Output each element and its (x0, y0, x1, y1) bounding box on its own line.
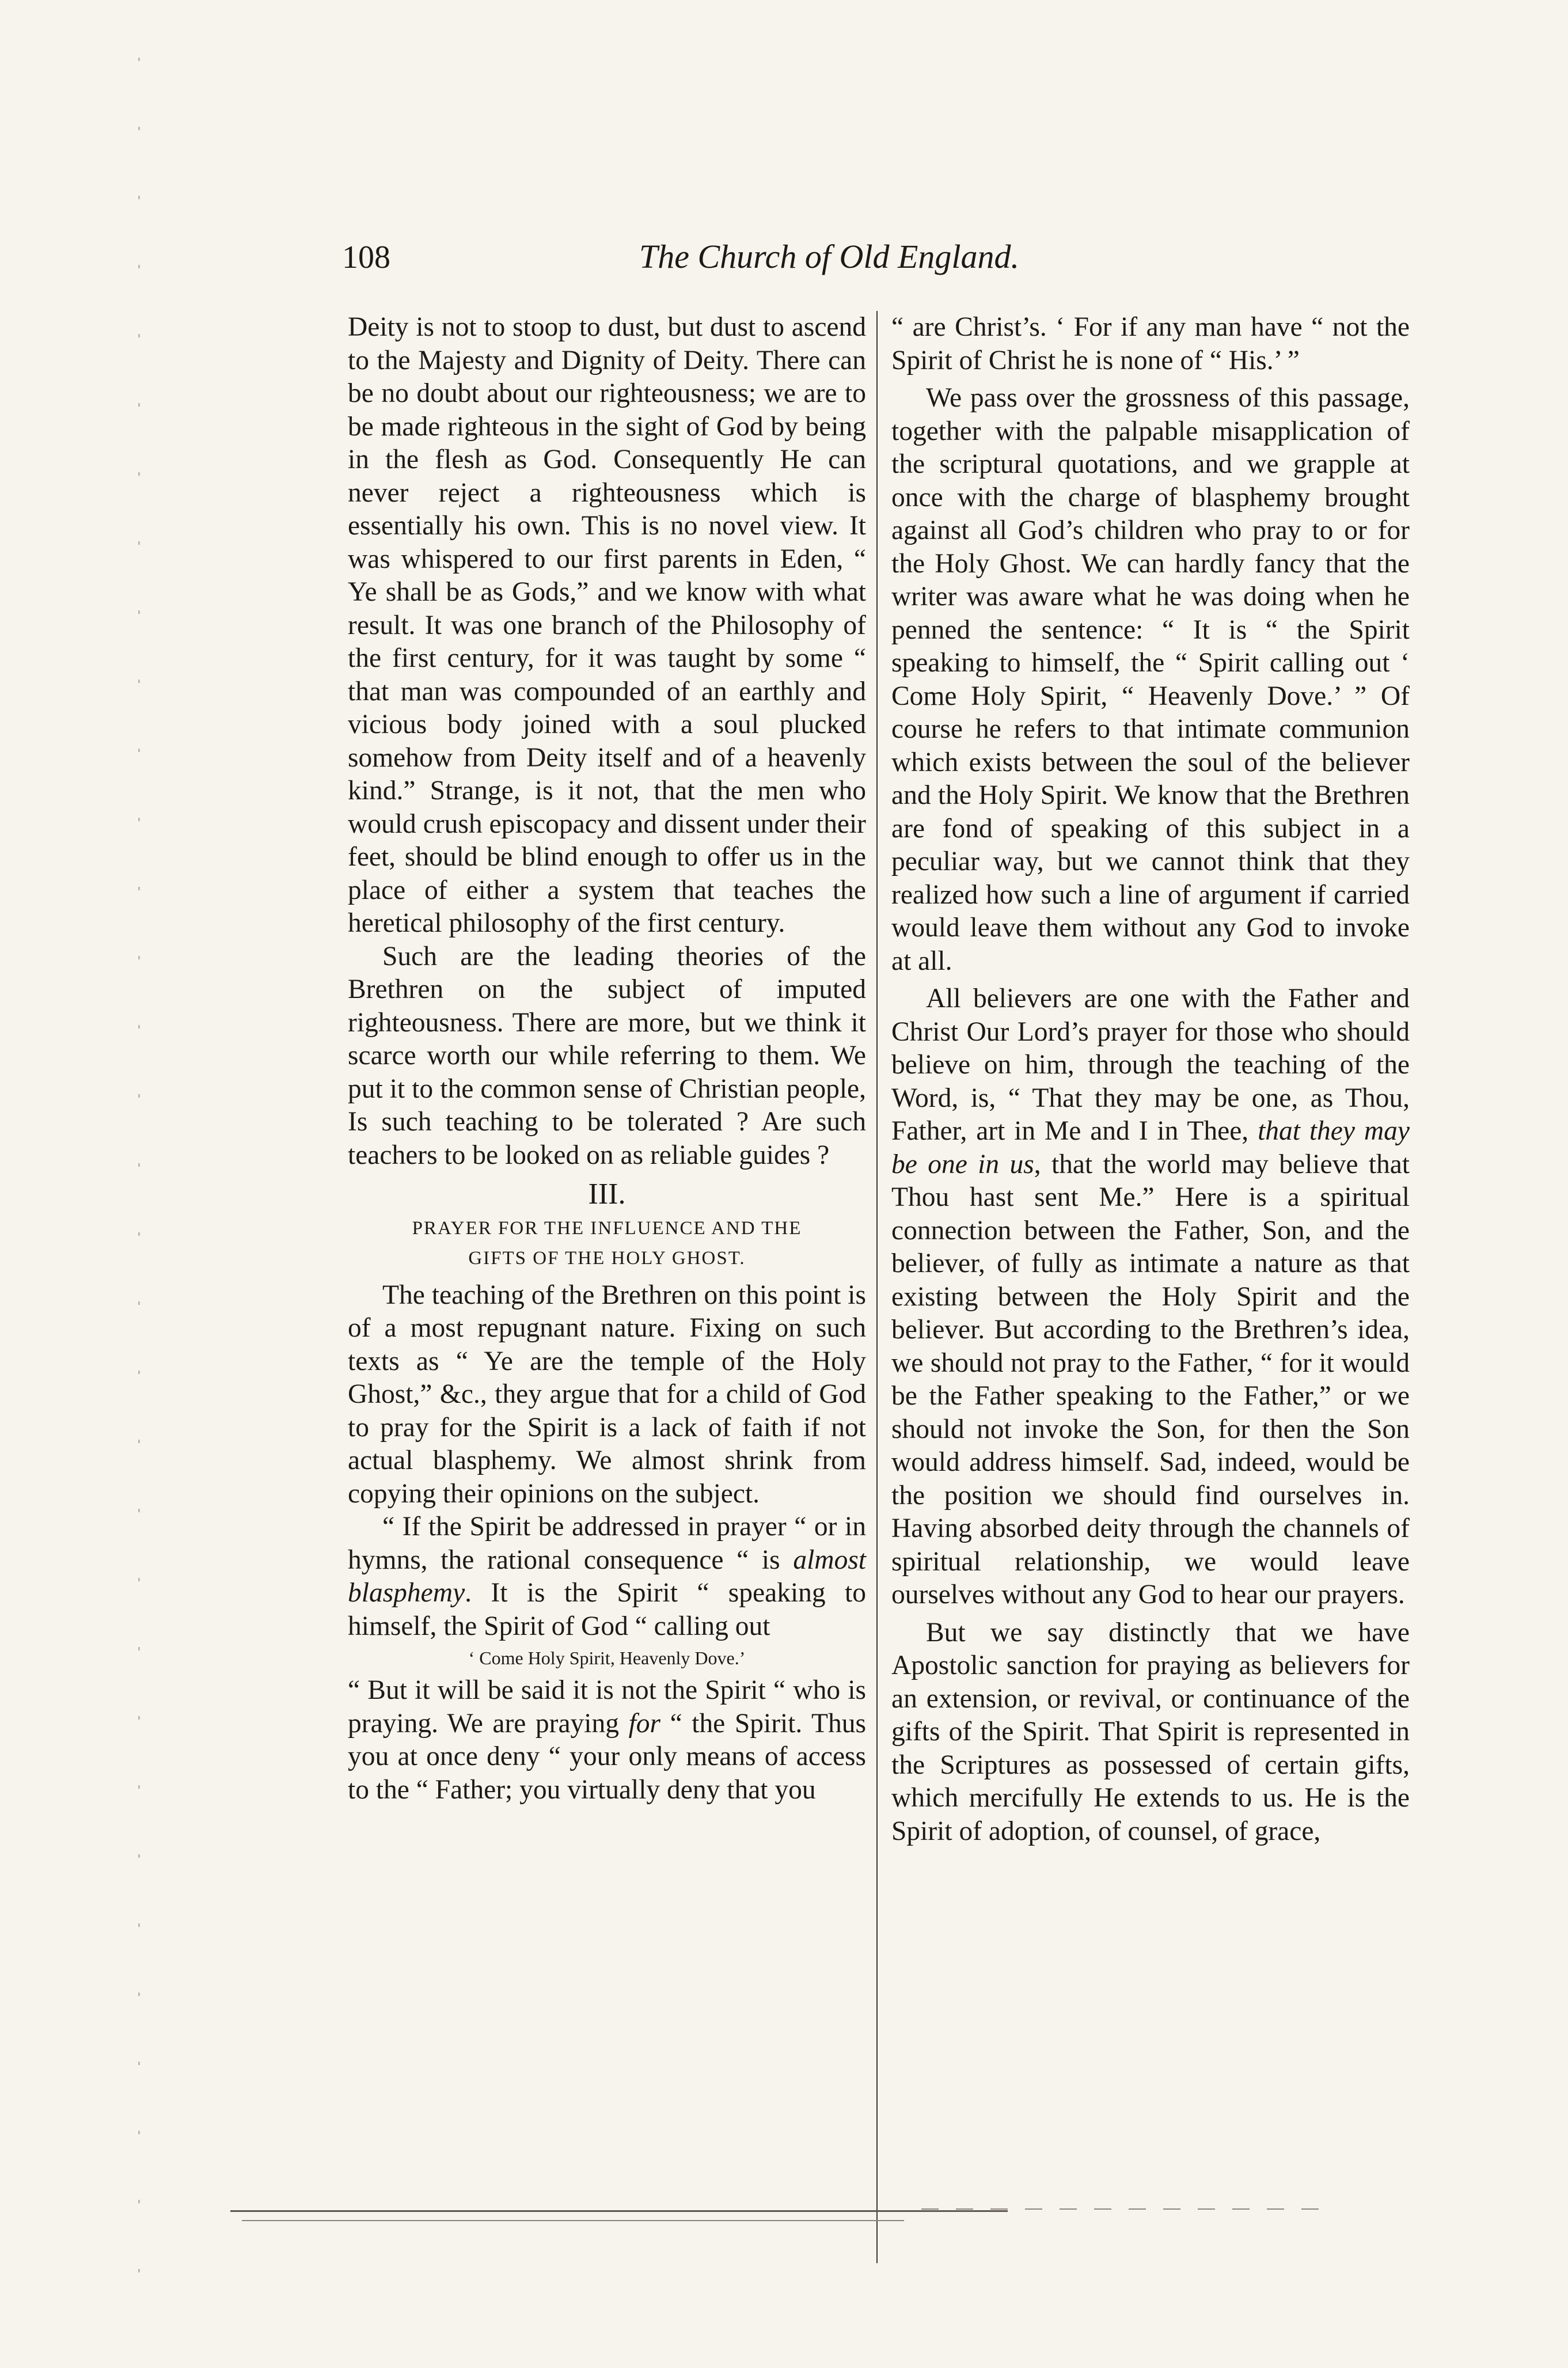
quote-1-text-a: “ If the Spirit be addressed in prayer “ or in hymns, the rational consequence “ is (348, 1512, 866, 1575)
quote-1 (348, 1511, 866, 1643)
bottom-rule (230, 2210, 1008, 2212)
quote-2-emphasis: for (628, 1708, 661, 1739)
page-number: 108 (342, 240, 390, 275)
section-heading (348, 1213, 866, 1273)
verse-line: ‘ Come Holy Spirit, Heavenly Dove.’ (468, 1648, 746, 1668)
quote-1-text-b: . It is the Spirit “ speaking to himself, the Spirit of God “ calling out (348, 1578, 866, 1641)
left-column (348, 311, 866, 1807)
bottom-dashed-rule (921, 2208, 1324, 2210)
right-paragraph-3-emphasis: that they may be one in us (891, 1116, 1410, 1179)
left-paragraph-3: The teaching of the Brethren on this point is of a most repugnant nature. Fixing on such texts as “ Ye are the temple of the Holy Ghost,” &c., they argue that for a child of God to pray for the Spirit is a lack of faith if not actual blasphemy. We almost shrink from copying their opinions on the subject. (348, 1280, 866, 1509)
right-column (891, 311, 1410, 1848)
left-paragraph-2: Such are the leading theories of the Brethren on the subject of imputed righteousness. There are more, but we think it scarce worth our while referring to them. We put it to the common sense of Christian people, Is such teaching to be tolerated ? Are such teachers to be looked on as reliable guides ? (348, 941, 866, 1170)
section-heading-line-2: GIFTS OF THE HOLY GHOST. (468, 1247, 746, 1269)
running-title: The Church of Old England. (639, 238, 1020, 275)
left-paragraph-1: Deity is not to stoop to dust, but dust to ascend to the Majesty and Dignity of Deity. There can be no doubt about our righteousness; we are to be made righteous in the sight of God by being in the flesh as God. Consequently He can never reject a righteousness which is essentially his own. This is no novel view. It was whispered to our first parents in Eden, “ Ye shall be as Gods,” and we know with what result. It was one branch of the Philosophy of the first century, for it was taught by some “ that man was compounded of an earthly and vicious body joined with a soul plucked somehow from Deity itself and of a heavenly kind.” Strange, is it not, that the men who would crush episcopacy and dissent under their feet, should be blind enough to offer us in the place of either a system that teaches the heretical philosophy of the first century. (348, 312, 866, 938)
page-edge-marks (138, 58, 140, 2275)
quote-2-text-b: “ the Spirit. Thus you at once deny “ your only means of access to the “ Father; you virtually deny that you (348, 1708, 866, 1805)
quote-2 (348, 1674, 866, 1807)
quote-2-text-a: “ But it will be said it is not the Spirit “ who is praying. We are praying (348, 1675, 866, 1739)
right-paragraph-3-text-b: , that the world may believe that Thou hast sent Me.” Here is a spiritual connection between the Father, Son, and the believer, of fully as intimate a nature as that existing between the Holy Spirit and the believer. But according to the Brethren’s idea, we should not pray to the Father, “ for it would be the Father speaking to the Father,” or we should not invoke the Son, for then the Son would address himself. Sad, indeed, would be the position we should find ourselves in. Having absorbed deity through the channels of spiritual relationship, we would leave ourselves without any God to hear our prayers. (891, 1149, 1410, 1610)
bottom-rule-secondary (242, 2220, 904, 2221)
section-number: III. (588, 1178, 626, 1210)
quote-1-emphasis: almost blasphemy (348, 1544, 866, 1608)
column-divider (876, 311, 878, 2263)
right-paragraph-4: But we say distinctly that we have Apostolic sanction for praying as believers for an extension, or revival, or continuance of the gifts of the Spirit. That Spirit is represented in the Scriptures as possessed of certain gifts, which mercifully He extends to us. He is the Spirit of adoption, of counsel, of grace, (891, 1617, 1410, 1846)
section-heading-line-1: PRAYER FOR THE INFLUENCE AND THE (412, 1217, 802, 1239)
right-paragraph-2: We pass over the grossness of this passage, together with the palpable misapplication of the scriptural quotations, and we grapple at once with the charge of blasphemy brought against all God’s children who pray to or for the Holy Ghost. We can hardly fancy that the writer was aware what he was doing when he penned the sentence: “ It is “ the Spirit speaking to himself, the “ Spirit calling out ‘ Come Holy Spirit, “ Heavenly Dove.’ ” Of course he refers to that intimate communion which exists between the soul of the believer and the Holy Spirit. We know that the Brethren are fond of speaking of this subject in a peculiar way, but we cannot think that they realized how such a line of argument if carried would leave them without any God to invoke at all. (891, 383, 1410, 976)
right-paragraph-3-text-a: All believers are one with the Father and Christ Our Lord’s prayer for those who should believe on him, through the teaching of the Word, is, “ That they may be one, as Thou, Father, art in Me and I in Thee, (891, 984, 1410, 1146)
right-paragraph-3 (891, 982, 1410, 1612)
right-paragraph-1: “ are Christ’s. ‘ For if any man have “ not the Spirit of Christ he is none of “ His.’ ” (891, 312, 1410, 375)
